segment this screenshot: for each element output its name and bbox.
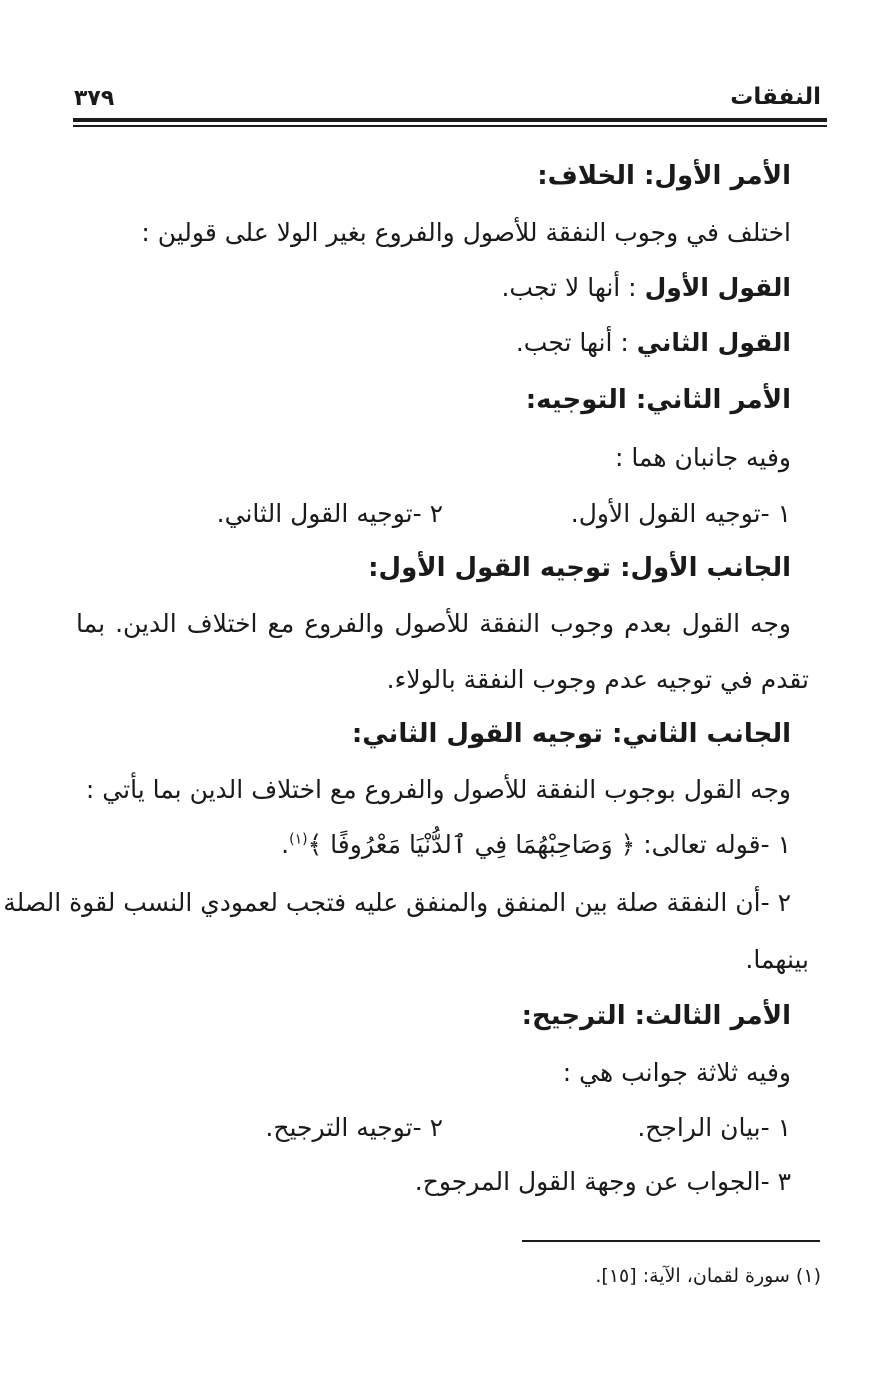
first-opinion-label: القول الأول: [644, 273, 791, 302]
paragraph-second-aspect: وجه القول بوجوب النفقة للأصول والفروع مع اختلاف الدين بما يأتي :: [85, 775, 791, 804]
paragraph-first-aspect-2: تقدم في توجيه عدم وجوب النفقة بالولاء.: [386, 665, 809, 694]
evidence-1-tail: .: [281, 830, 290, 859]
list-item-1: ١ -توجيه القول الأول.: [570, 499, 791, 528]
first-opinion-text: : أنها لا تجب.: [501, 273, 645, 302]
footnote-reference: (١): [289, 831, 308, 848]
list-item-justification: ٢ -توجيه الترجيح.: [265, 1113, 443, 1142]
list-item-preferred: ١ -بيان الراجح.: [637, 1113, 791, 1142]
evidence-2-line-2: بينهما.: [745, 945, 809, 974]
paragraph-three-aspects: وفيه ثلاثة جوانب هي :: [562, 1058, 791, 1087]
list-item-rebuttal: ٣ -الجواب عن وجهة القول المرجوح.: [414, 1167, 791, 1196]
first-opinion: [70, 268, 791, 308]
running-header-title: النفقات: [730, 84, 821, 110]
second-opinion-label: القول الثاني: [636, 328, 791, 357]
heading-first-matter: الأمر الأول: الخلاف:: [537, 161, 791, 191]
paragraph-first-aspect-1: وجه القول بعدم وجوب النفقة للأصول والفروع مع اختلاف الدين. بما: [76, 609, 791, 638]
header-rule-thick: [73, 118, 827, 122]
heading-second-aspect: الجانب الثاني: توجيه القول الثاني:: [351, 719, 791, 749]
footnote-separator: [522, 1240, 820, 1242]
second-opinion-text: : أنها تجب.: [515, 328, 637, 357]
paragraph-disagreement: اختلف في وجوب النفقة للأصول والفروع بغير الولا على قولين :: [141, 218, 791, 247]
page-number: ٣٧٩: [74, 86, 115, 111]
paragraph-two-aspects: وفيه جانبان هما :: [614, 443, 791, 472]
evidence-2-line-1: ٢ -أن النفقة صلة بين المنفق والمنفق عليه فتجب لعمودي النسب لقوة الصلة: [3, 888, 791, 917]
footnote: (١) سورة لقمان، الآية: [١٥].: [595, 1265, 821, 1287]
evidence-1: [70, 825, 791, 865]
heading-second-matter: الأمر الثاني: التوجيه:: [525, 385, 791, 415]
heading-third-matter: الأمر الثالث: الترجيح:: [521, 1001, 791, 1031]
header-rule-thin: [73, 125, 827, 127]
second-opinion: [70, 323, 791, 363]
list-item-2: ٢ -توجيه القول الثاني.: [216, 499, 443, 528]
evidence-1-text: ١ -قوله تعالى: ﴿ وَصَاحِبْهُمَا فِي ٱلدُّنْيَا مَعْرُوفًا ﴾: [307, 830, 791, 859]
heading-first-aspect: الجانب الأول: توجيه القول الأول:: [368, 553, 791, 583]
